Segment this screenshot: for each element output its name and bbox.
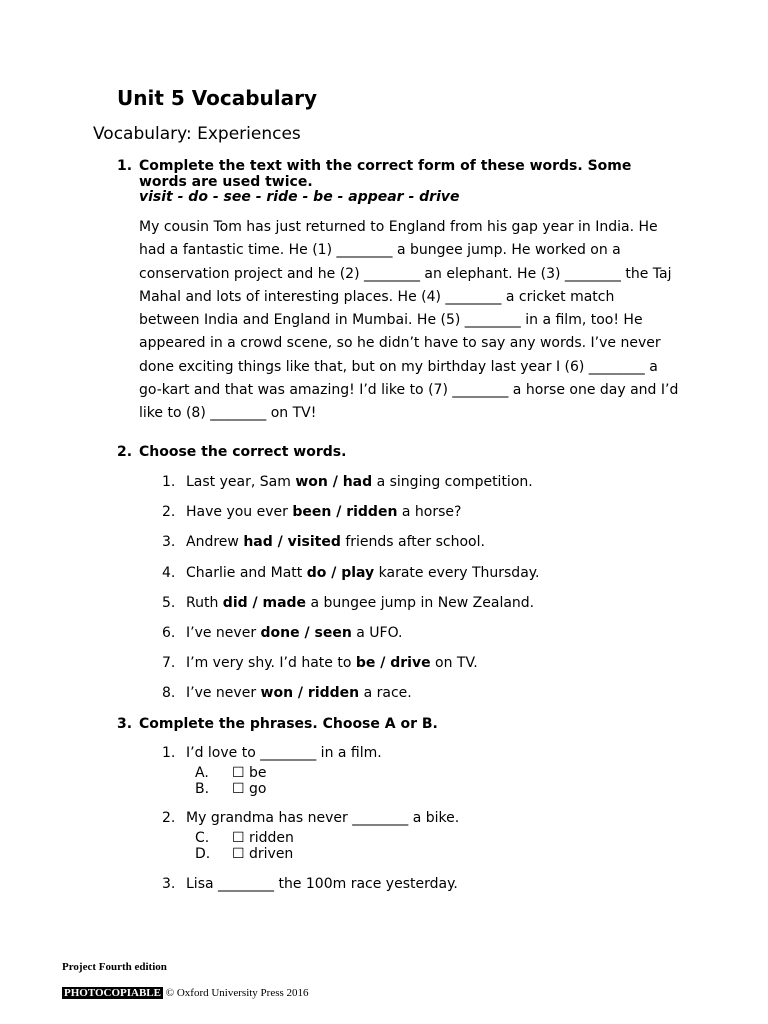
item-text: My grandma has never ________ a bike. xyxy=(186,810,460,826)
item-text: Andrew xyxy=(186,534,244,550)
item-choice: won / ridden xyxy=(260,685,360,701)
item-text: on TV. xyxy=(430,655,478,671)
item-number: 2. xyxy=(162,504,176,520)
item-choice: do / play xyxy=(306,565,375,581)
item-text: a bungee jump in New Zealand. xyxy=(306,595,535,611)
exercise-2-item xyxy=(162,685,412,701)
exercise-3-item xyxy=(162,810,459,826)
option-letter: A. xyxy=(195,765,209,781)
exercise-1-number: 1. xyxy=(117,158,133,174)
footer-copyright-line xyxy=(62,987,309,999)
item-text: I’m very shy. I’d hate to xyxy=(186,655,356,671)
option-b[interactable] xyxy=(195,781,266,797)
item-number: 3. xyxy=(162,534,176,550)
item-number: 3. xyxy=(162,876,176,892)
item-text: a UFO. xyxy=(351,625,403,641)
item-number: 1. xyxy=(162,474,176,490)
option-d[interactable] xyxy=(195,846,293,862)
copyright-text: © Oxford University Press 2016 xyxy=(165,987,309,999)
item-text: Last year, Sam xyxy=(186,474,296,490)
option-letter: D. xyxy=(195,846,211,862)
item-choice: been / ridden xyxy=(292,504,398,520)
item-text: a race. xyxy=(359,685,412,701)
item-choice: be / drive xyxy=(355,655,431,671)
item-text: karate every Thursday. xyxy=(374,565,540,581)
item-text: I’d love to ________ in a film. xyxy=(186,745,382,761)
item-text: Charlie and Matt xyxy=(186,565,307,581)
option-a[interactable] xyxy=(195,765,267,781)
item-text: Lisa ________ the 100m race yesterday. xyxy=(186,876,458,892)
exercise-2-item xyxy=(162,625,402,641)
option-letter: B. xyxy=(195,781,210,797)
item-number: 4. xyxy=(162,565,176,581)
item-number: 5. xyxy=(162,595,176,611)
option-c[interactable] xyxy=(195,830,294,846)
option-checkbox-label[interactable]: ☐ go xyxy=(232,781,267,797)
item-number: 1. xyxy=(162,745,176,761)
item-number: 7. xyxy=(162,655,176,671)
option-checkbox-label[interactable]: ☐ ridden xyxy=(232,830,294,846)
exercise-2-instruction: Choose the correct words. xyxy=(139,444,347,460)
item-choice: done / seen xyxy=(260,625,352,641)
item-text: I’ve never xyxy=(186,625,261,641)
exercise-3-instruction: Complete the phrases. Choose A or B. xyxy=(139,716,438,732)
photocopiable-badge: PHOTOCOPIABLE xyxy=(64,987,161,999)
item-choice: won / had xyxy=(295,474,373,490)
footer-edition: Project Fourth edition xyxy=(62,961,167,973)
page-subtitle: Vocabulary: Experiences xyxy=(93,124,301,144)
option-checkbox-label[interactable]: ☐ be xyxy=(232,765,267,781)
item-text: I’ve never xyxy=(186,685,261,701)
exercise-2-item xyxy=(162,595,534,611)
page-title: Unit 5 Vocabulary xyxy=(117,86,318,110)
exercise-3-item xyxy=(162,745,382,761)
exercise-2-item xyxy=(162,474,533,490)
item-text: a singing competition. xyxy=(372,474,533,490)
exercise-1-paragraph: My cousin Tom has just returned to England from his gap year in India. He had a fantastic time. He (1) ________ a bungee jump. He worked on a conservation project and he (2) ________ an elephant. He (3) ________ the Taj Mahal and lots of interesting places. He (4) ________ a cricket match between India and England in Mumbai. He (5) ________ in a film, too! He appeared in a crowd scene, so he didn’t have to say any words. I’ve never done exciting things like that, but on my birthday last year I (6) ________ a go-kart and that was amazing! I’d like to (7) ________ a horse one day and I’d like to (8) ________ on TV! xyxy=(139,219,679,422)
item-text: a horse? xyxy=(397,504,462,520)
option-checkbox-label[interactable]: ☐ driven xyxy=(232,846,294,862)
item-choice: did / made xyxy=(222,595,307,611)
exercise-1-instruction: Complete the text with the correct form of these words. Some words are used twice. xyxy=(139,158,632,190)
item-text: Ruth xyxy=(186,595,223,611)
exercise-2-item xyxy=(162,655,478,671)
item-choice: had / visited xyxy=(243,534,341,550)
exercise-3-item xyxy=(162,876,458,892)
option-letter: C. xyxy=(195,830,210,846)
item-number: 2. xyxy=(162,810,176,826)
item-number: 8. xyxy=(162,685,176,701)
item-text: friends after school. xyxy=(340,534,485,550)
item-text: Have you ever xyxy=(186,504,293,520)
item-number: 6. xyxy=(162,625,176,641)
exercise-2-item xyxy=(162,565,540,581)
exercise-2-number: 2. xyxy=(117,444,133,460)
exercise-2-item xyxy=(162,534,485,550)
exercise-3-number: 3. xyxy=(117,716,133,732)
exercise-2-item xyxy=(162,504,461,520)
exercise-1-word-list: visit - do - see - ride - be - appear - drive xyxy=(139,189,460,205)
